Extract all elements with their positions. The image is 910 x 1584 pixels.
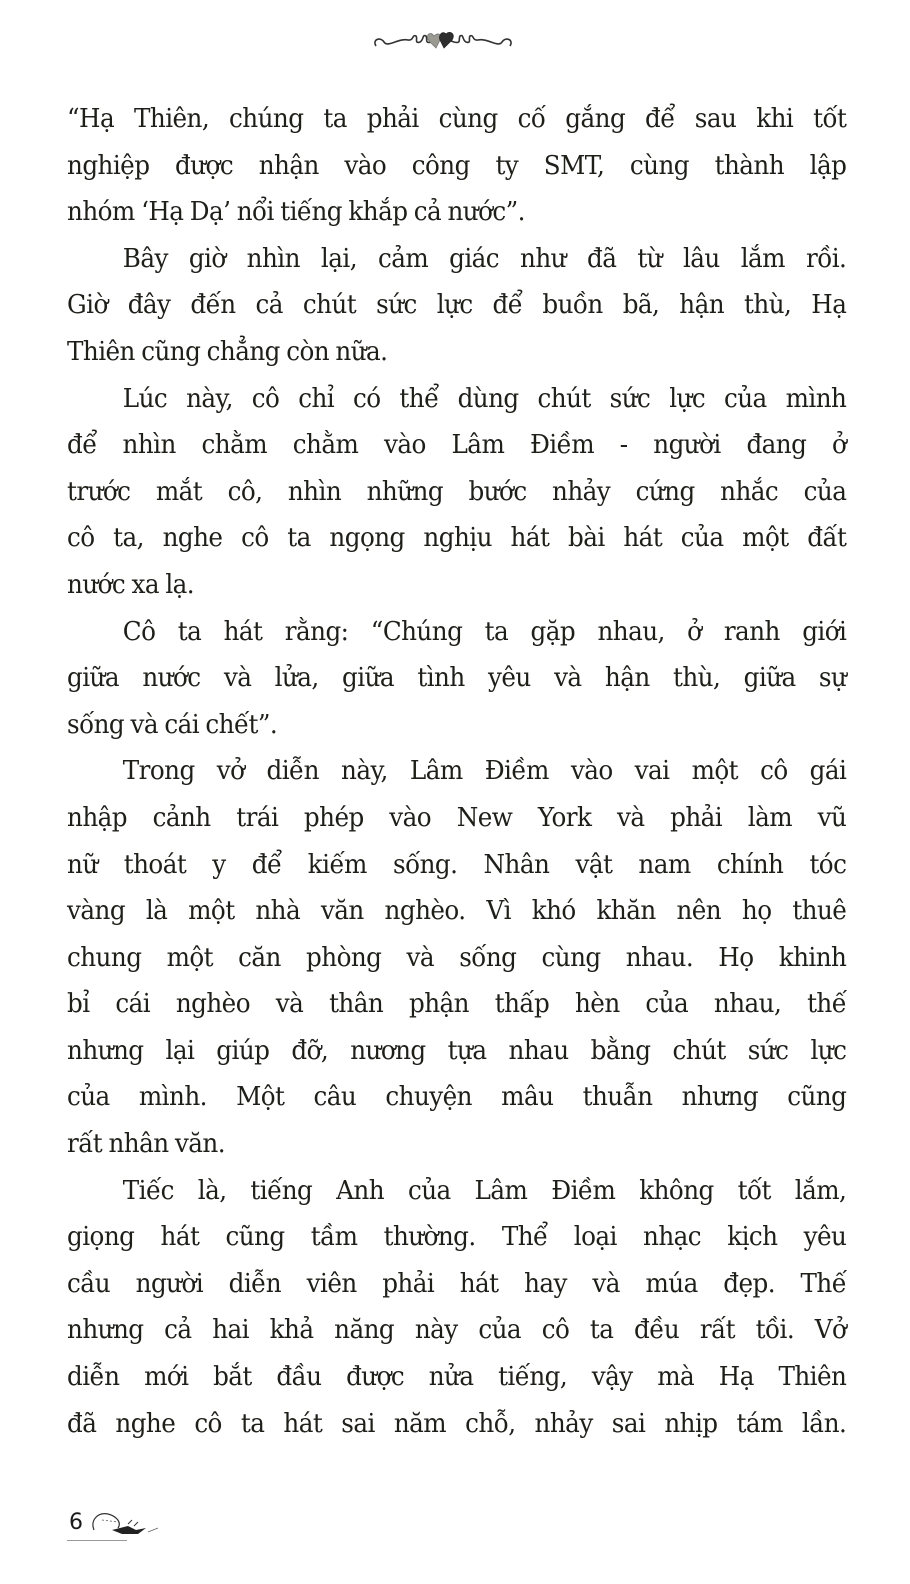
text-line: nhóm ‘Hạ Dạ’ nổi tiếng khắp cả nước”.	[67, 196, 525, 228]
text-line: nghiệp được nhận vào công ty SMT, cùng thành lập	[67, 149, 847, 181]
text-line: nữ thoát y để kiếm sống. Nhân vật nam chính tóc	[67, 848, 847, 880]
quill-ornament-icon	[88, 1508, 168, 1538]
text-line: cô ta, nghe cô ta ngọng nghịu hát bài hát của một đất	[67, 522, 847, 554]
paragraph	[67, 96, 847, 236]
text-line: của mình. Một câu chuyện mâu thuẫn nhưng cũng	[67, 1081, 847, 1113]
text-line: cầu người diễn viên phải hát hay và múa đẹp. Thế	[67, 1267, 847, 1299]
text-line: Thiên cũng chẳng còn nữa.	[67, 335, 388, 367]
text-line: trước mắt cô, nhìn những bước nhảy cứng nhắc của	[67, 475, 847, 507]
text-line: Bây giờ nhìn lại, cảm giác như đã từ lâu lắm rồi.	[122, 242, 847, 274]
body-text	[67, 96, 847, 1447]
paragraph	[67, 236, 847, 376]
text-line: Lúc này, cô chỉ có thể dùng chút sức lực của mình	[122, 382, 847, 414]
page-number: 6	[69, 1510, 83, 1535]
text-line: giữa nước và lửa, giữa tình yêu và hận thù, giữa sự	[67, 662, 847, 694]
paragraph	[67, 748, 847, 1167]
text-line: để nhìn chằm chằm vào Lâm Điềm - người đang ở	[67, 429, 847, 461]
text-line: vàng là một nhà văn nghèo. Vì khó khăn nên họ thuê	[67, 895, 847, 927]
text-line: Tiếc là, tiếng Anh của Lâm Điềm không tốt lắm,	[122, 1174, 847, 1206]
text-line: Cô ta hát rằng: “Chúng ta gặp nhau, ở ranh giới	[122, 615, 847, 647]
paragraph	[67, 609, 847, 749]
text-line: đã nghe cô ta hát sai năm chỗ, nhảy sai nhịp tám lần.	[67, 1407, 847, 1439]
text-line: nước xa lạ.	[67, 568, 195, 600]
text-line: rất nhân văn.	[67, 1128, 225, 1160]
text-line: bỉ cái nghèo và thân phận thấp hèn của nhau, thế	[67, 988, 847, 1020]
text-line: diễn mới bắt đầu được nửa tiếng, vậy mà Hạ Thiên	[67, 1361, 847, 1393]
vine-heart-ornament-icon	[368, 26, 518, 56]
text-line: sống và cái chết”.	[67, 708, 278, 740]
text-line: nhưng cả hai khả năng này của cô ta đều rất tồi. Vở	[67, 1314, 847, 1346]
text-line: nhưng lại giúp đỡ, nương tựa nhau bằng chút sức lực	[67, 1034, 847, 1066]
text-line: “Hạ Thiên, chúng ta phải cùng cố gắng để sau khi tốt	[67, 103, 847, 134]
text-line: giọng hát cũng tầm thường. Thể loại nhạc kịch yêu	[67, 1221, 847, 1253]
text-line: chung một căn phòng và sống cùng nhau. Họ khinh	[67, 941, 847, 973]
text-line: Giờ đây đến cả chút sức lực để buồn bã, hận thù, Hạ	[67, 289, 847, 321]
text-line: nhập cảnh trái phép vào New York và phải làm vũ	[67, 801, 847, 833]
footer-rule	[67, 1540, 127, 1541]
paragraph	[67, 376, 847, 609]
paragraph	[67, 1168, 847, 1448]
text-line: Trong vở diễn này, Lâm Điềm vào vai một cô gái	[122, 755, 847, 787]
